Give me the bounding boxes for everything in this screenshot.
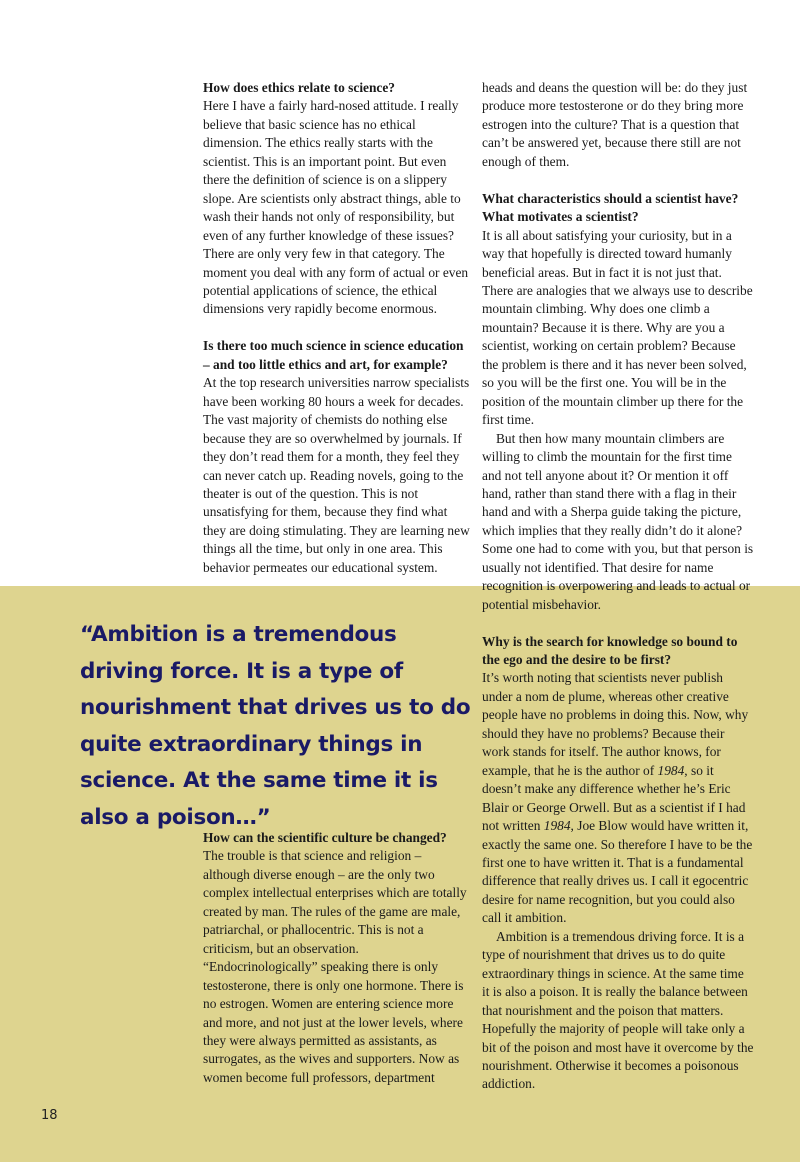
pull-quote: “Ambition is a tremendous driving force. It is a type of nourishment that drives us to do quite extraordinary things in science. At the same time it is also a poison…” xyxy=(80,622,471,830)
section-body-culture-continued: heads and deans the question will be: do they just produce more testosterone or do they bring more estrogen into the culture? That is a question that can’t be answered yet, because there still are not enough of them. xyxy=(482,80,748,169)
section-body-culture: The trouble is that science and religion – although diverse enough – are the only two complex intellectual enterprises which are totally created by man. The rules of the game are male, patriarchal, or phallocentric. This is not a criticism, but an observation. “Endocrinologically” speaking there is only testosterone, there is only one hormone. There is no estrogen. Women are entering science more and more, and not just at the lower levels, where they were always permitted as assistants, as surrogates, as the wives and supporters. Now as women become full professors, department xyxy=(203,848,467,1085)
column-left-bottom xyxy=(203,829,471,1087)
section-heading-education: Is there too much science in science education – and too little ethics and art, for example? xyxy=(203,338,464,372)
section-body-ego-2: Ambition is a tremendous driving force. It is a type of nourishment that drives us to do quite extraordinary things in science. At the same time it is also a poison. It is really the balance between that nourishment and the poison that matters. Hopefully the majority of people will take only a bit of the poison and most have it overcome by the nourishment. Otherwise it becomes a poisonous addiction. xyxy=(482,928,754,1092)
section-heading-ethics: How does ethics relate to science? xyxy=(203,80,396,95)
book-title: 1984 xyxy=(657,762,685,778)
section-heading-characteristics: What characteristics should a scientist have? What motivates a scientist? xyxy=(482,190,739,225)
book-title: 1984 xyxy=(543,818,571,834)
section-body-ethics: Here I have a fairly hard-nosed attitude. I really believe that basic science has no ethical dimension. The ethics really starts with the scientist. This is an important point. But even there the definition of science is on a slippery slope. Are scientists only abstract things, able to wash their hands not only of responsibility, but even of any further knowledge of these issues? There are only very few in that category. The moment you deal with any form of actual or even potential applications of science, the ethical dimensions very rapidly become enormous. xyxy=(203,98,469,317)
section-body-education: At the top research universities narrow specialists have been working 80 hours a week for decades. The vast majority of chemists do nothing else because they are so overwhelmed by journals. If they don’t read them for a month, they feel they can never catch up. Reading novels, going to the theater is out of the question. This is not unsatisfying for them, because they find what they are doing stimulating. They are learning new things all the time, but only in one area. This behavior permeates our educational system. xyxy=(203,375,470,575)
section-heading-culture: How can the scientific culture be changed? xyxy=(203,830,447,845)
section-body-characteristics: It is all about satisfying your curiosity, but in a way that hopefully is directed toward humanly beneficial areas. But in fact it is not just that. There are analogies that we always use to describe mountain climbing. Why does one climb a mountain? Because it is there. Why are you a scientist, working on certain problem? Because the problem is there and it has never been solved, so you will be the first one. You will be in the position of the mountain climber up there for the first time. xyxy=(482,227,753,428)
page-number: 18 xyxy=(41,1108,58,1123)
column-left-top xyxy=(203,79,471,577)
section-body-characteristics-2: But then how many mountain climbers are willing to climb the mountain for the first time and not tell anyone about it? Or mention it off hand, rather than stand there with a flag in their hand and with a Sherpa guide taking the picture, which implies that they really didn’t do it alone? Some one had to come with you, but that person is usually not identified. That desire for name recognition is overpowering and leads to actual or potential misbehavior. xyxy=(482,430,754,612)
column-right xyxy=(482,79,754,1094)
section-body-ego: It’s worth noting that scientists never publish under a nom de plume, whereas other creative people have no problems in doing this. Now, why should they have no problems? Because their work stands for itself. The author knows, for example, that he is the author of 1984, so it doesn’t make any difference whether he’s Eric Blair or George Orwell. But as a scientist if I had not written 1984, Joe Blow would have written it, exactly the same one. So therefore I have to be the first one to have written it. That is a fundamental difference that really drives us. I call it egocentric desire for name recognition, but you could also call it ambition. xyxy=(482,670,753,926)
section-heading-ego: Why is the search for knowledge so bound to the ego and the desire to be first? xyxy=(482,633,738,668)
